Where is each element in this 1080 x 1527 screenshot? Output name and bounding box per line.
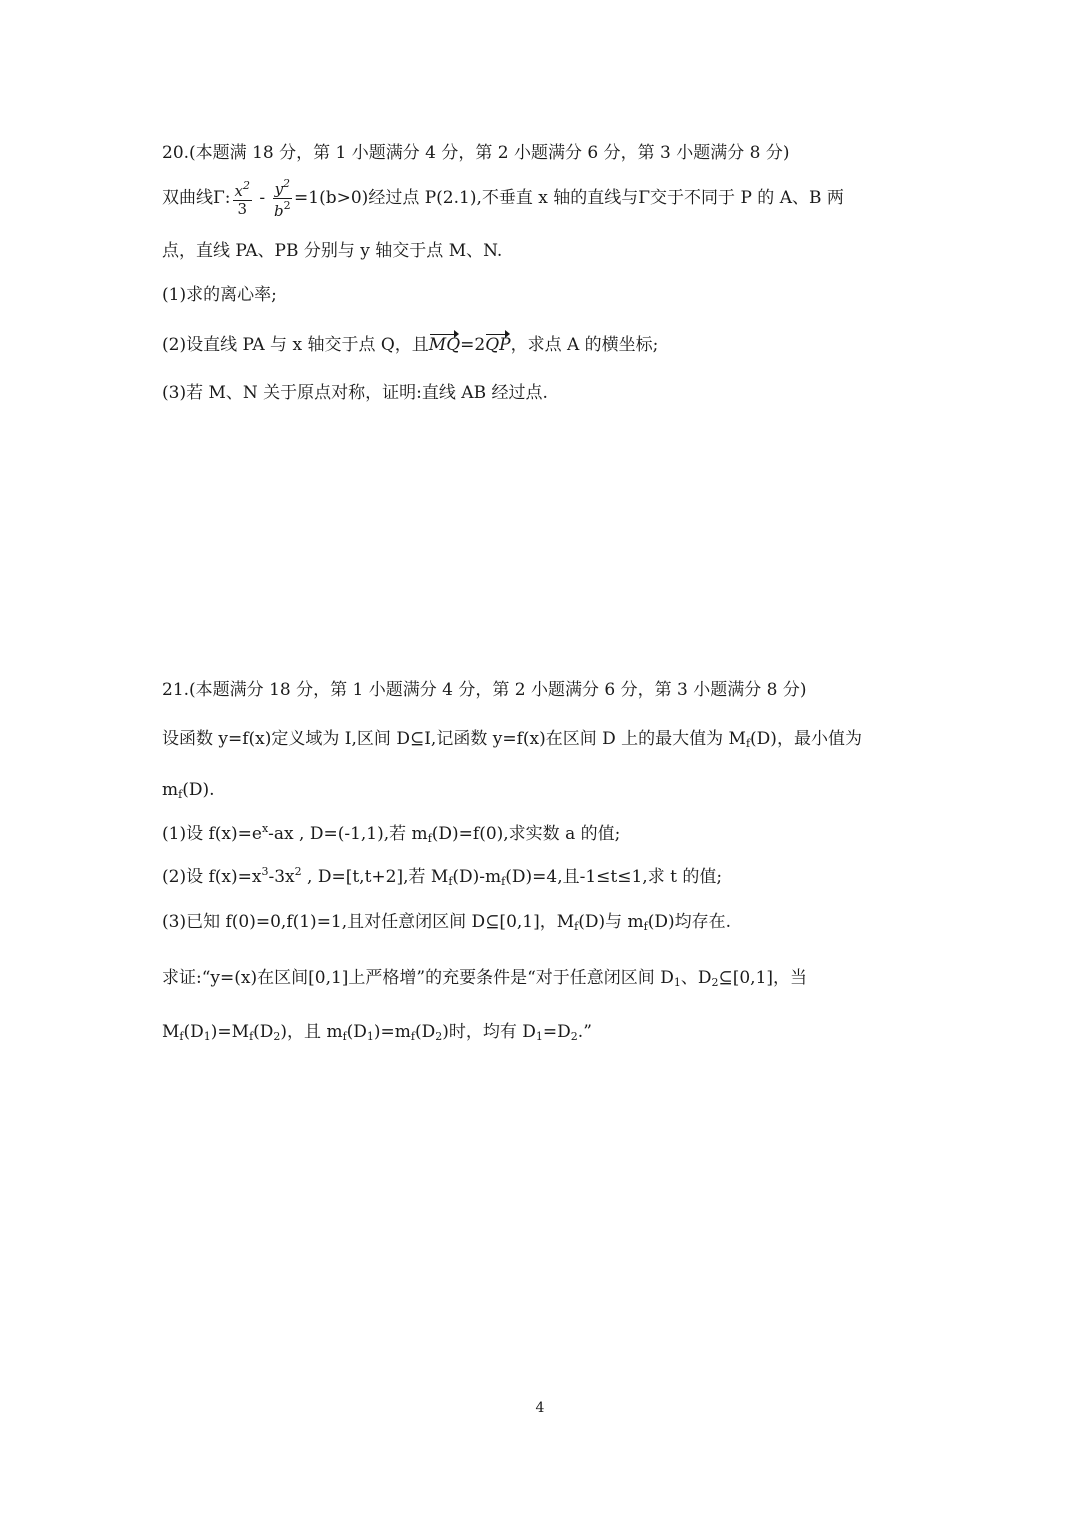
fraction-y2-over-b2: $\frac{y^2}{b^2}$ [274, 177, 291, 220]
q21-header: 21.(本题满分 18 分，第 1 小题满分 4 分，第 2 小题满分 6 分，第 3 小题满分 8 分) [162, 680, 807, 700]
q21-proof-line1: 求证:“y=(x)在区间[0,1]上严格增”的充要条件是“对于任意闭区间 $D_1$、$D_2⊆[0,1]$，当 [162, 968, 808, 989]
vector-mq: MQ [428, 335, 461, 355]
q21-part1: (1)设 $f(x)=e^x-ax$ , D=(-1,1),若 $m_f(D)=f(0)$,求实数 a 的值; [162, 822, 621, 845]
q21-stem-line1: 设函数 y=f(x)定义域为 I,区间 D⊆I,记函数 y=f(x)在区间 D 上的最大值为 $M_f(D)$，最小值为 [162, 729, 862, 750]
q20-part3: (3)若 M、N 关于原点对称，证明:直线 AB 经过点. [162, 383, 548, 403]
fraction-x2-over-3: $\frac{x^2}{3}$ [234, 179, 250, 218]
q21-part2: (2)设 $f(x)=x^3-3x^2$ , D=[t,t+2],若 $M_f(D)-m_f(D)=4$,且-1≤t≤1,求 t 的值; [162, 865, 723, 888]
q20-part1: (1)求的离心率; [162, 285, 277, 305]
q20-stem-suffix: =1(b>0)经过点 P(2.1),不垂直 x 轴的直线与Γ交于不同于 P 的 A、B 两 [294, 188, 844, 208]
q20-header: 20.(本题满 18 分，第 1 小题满分 4 分，第 2 小题满分 6 分，第 3 小题满分 8 分) [162, 143, 790, 163]
page-number: 4 [535, 1400, 545, 1416]
q21-proof-line2: $M_f(D_1)=M_f(D_2)$，且 $m_f(D_1)=m_f(D_2)$时，均有 $D_1=D_2$.” [162, 1022, 592, 1043]
q20-stem-line2: 点，直线 PA、PB 分别与 y 轴交于点 M、N. [162, 241, 503, 261]
q20-part2: (2)设直线 PA 与 x 轴交于点 Q，且MQ=2QP，求点 A 的横坐标; [162, 335, 659, 355]
q21-stem-line2: $m_f(D)$. [162, 780, 215, 801]
q20-stem-prefix: 双曲线Γ: [162, 188, 231, 208]
vector-qp: QP [485, 335, 511, 355]
q21-part3: (3)已知 f(0)=0,f(1)=1,且对任意闭区间 D⊆[0,1]，$M_f(D)$与 $m_f(D)$均存在. [162, 912, 732, 933]
q20-stem-line1: 双曲线Γ: $\frac{x^2}{3}$ - $\frac{y^2}{b^2}$ =1(b>0)经过点 P(2.1),不垂直 x 轴的直线与Γ交于不同于 P 的 A、B 两 [162, 177, 844, 220]
